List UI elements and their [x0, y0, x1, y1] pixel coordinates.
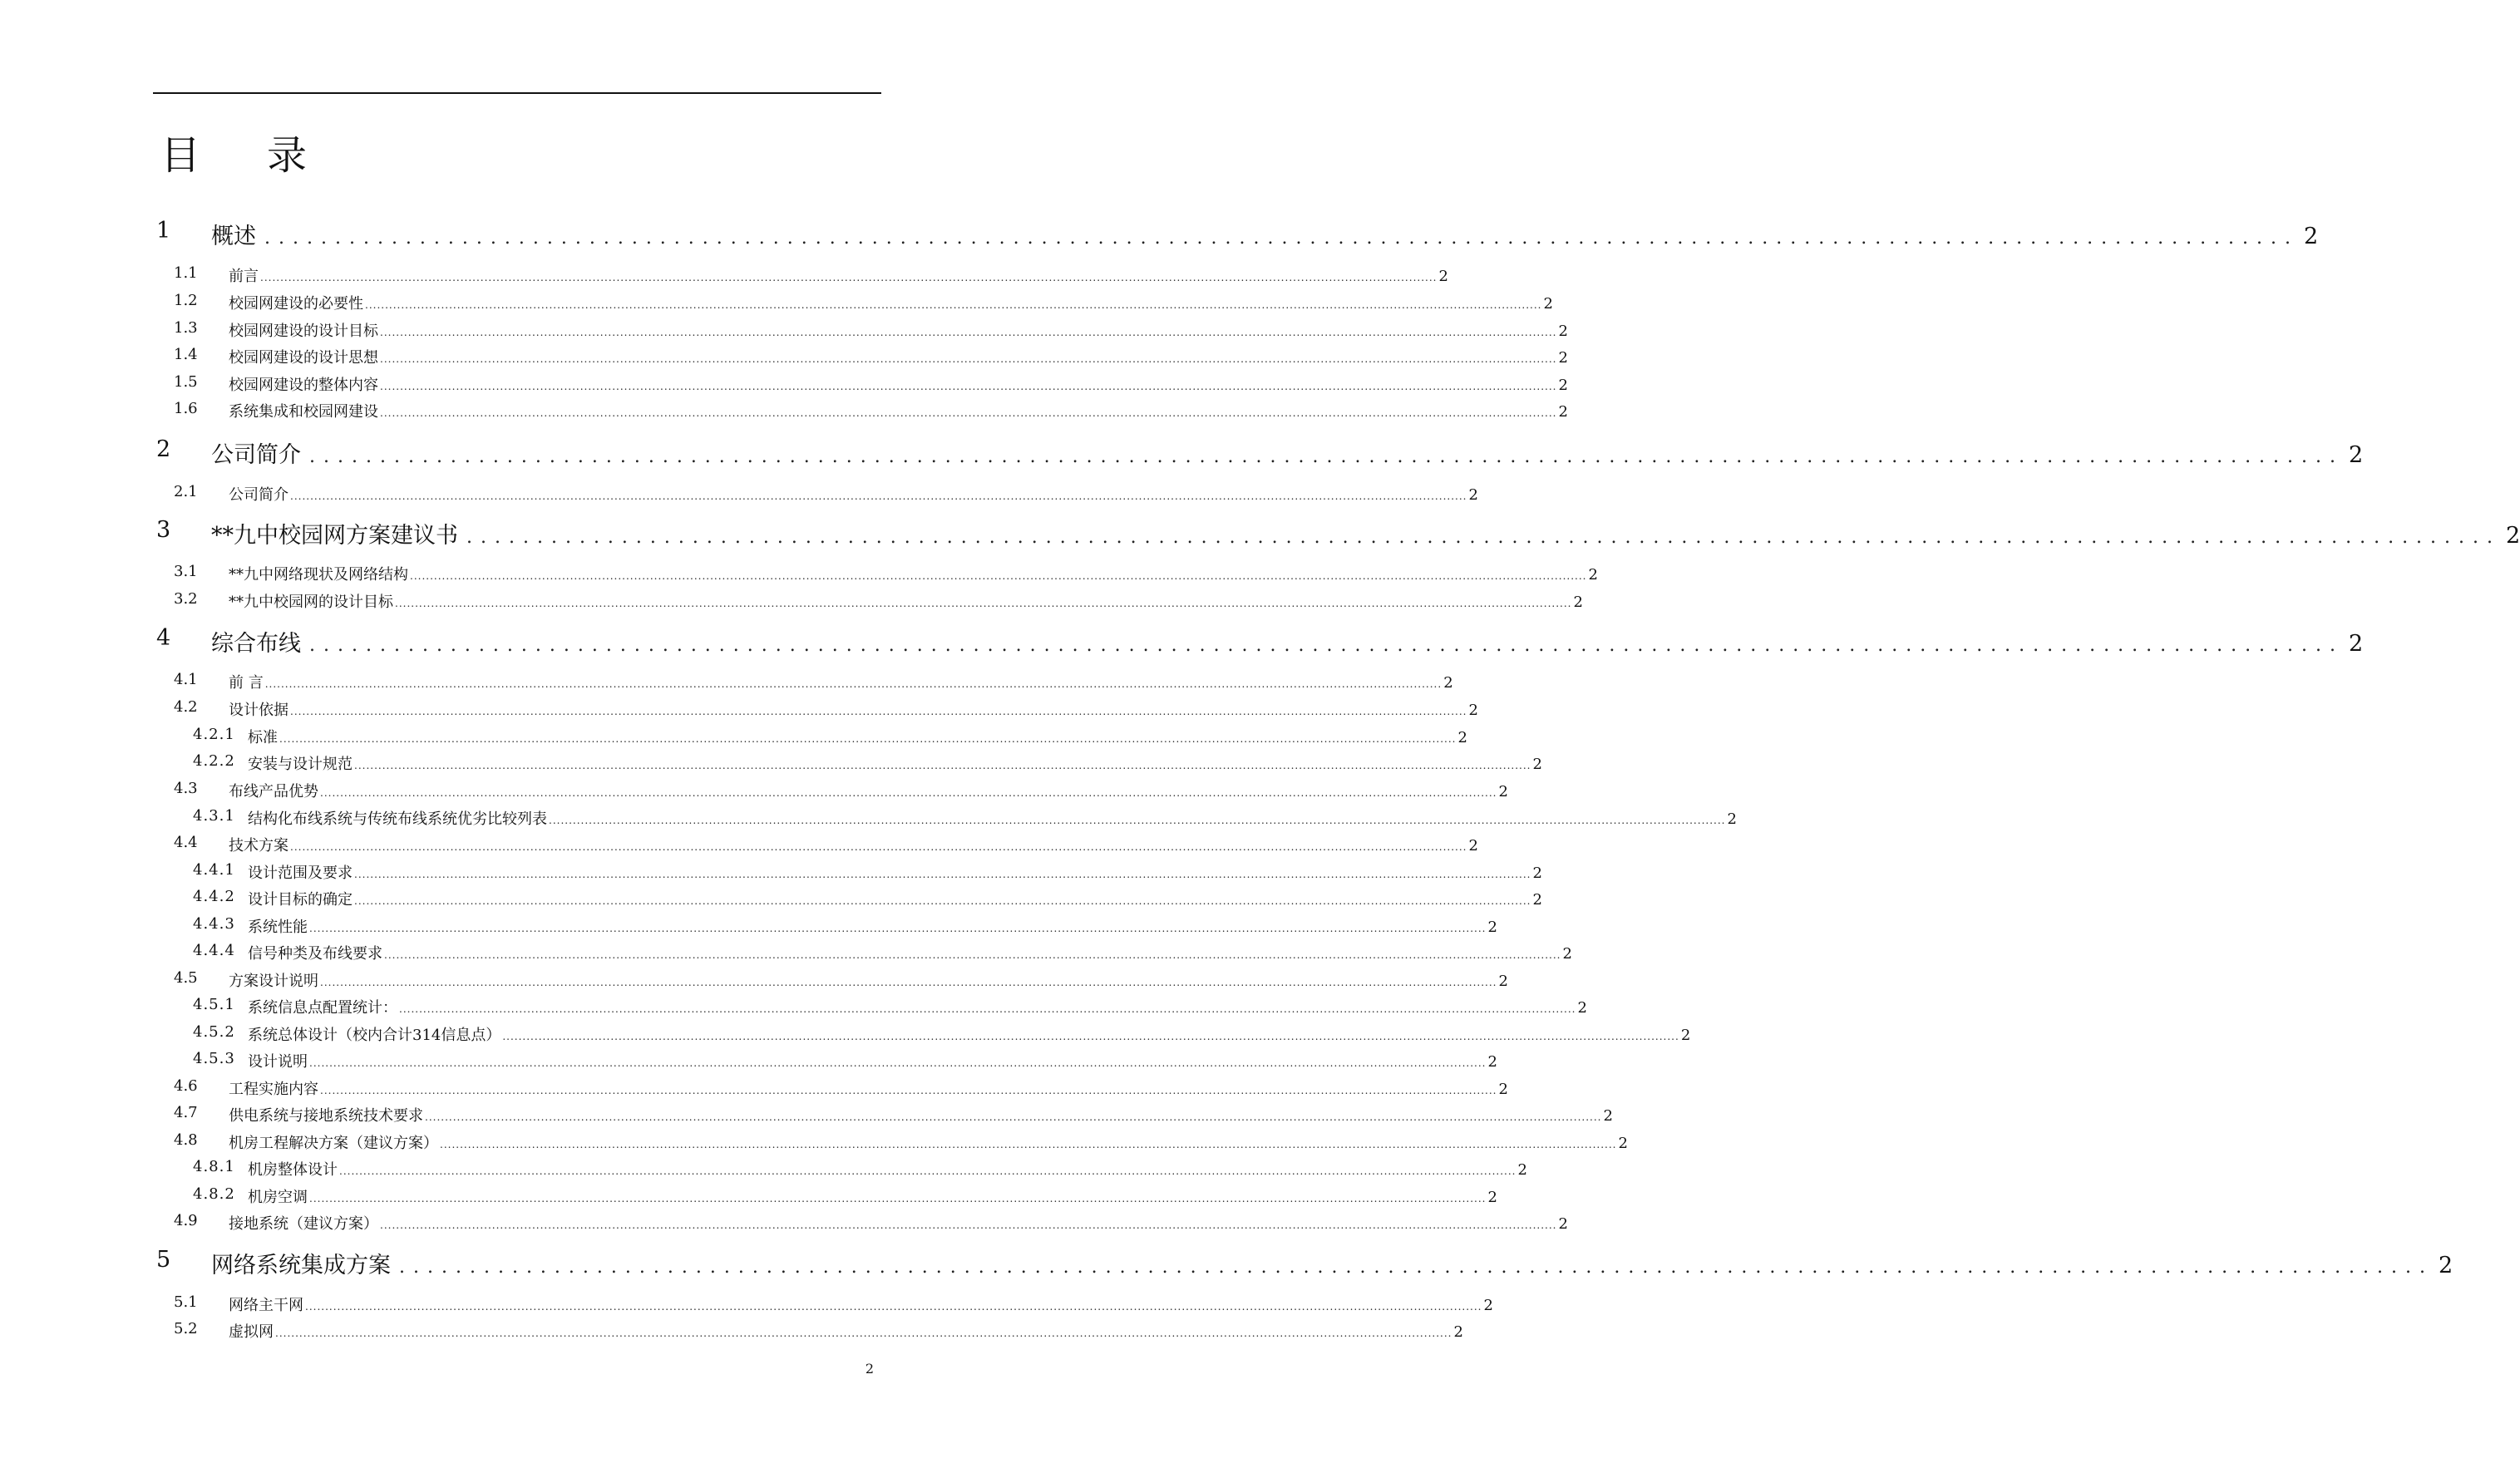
toc-number: 2 — [156, 436, 171, 462]
toc-entry[interactable] — [0, 915, 1497, 937]
toc-text: 校园网建设的设计目标 — [229, 323, 378, 340]
toc-text: 公司简介 — [229, 486, 288, 504]
toc-text: 综合布线 — [211, 631, 301, 657]
header-rule — [153, 92, 881, 94]
toc-text: 校园网建设的整体内容 — [229, 377, 378, 394]
toc-text: 工程实施内容 — [229, 1081, 318, 1098]
toc-entry[interactable] — [0, 888, 1542, 909]
toc-number: 4.8.1 — [193, 1158, 235, 1175]
toc-page: 2 — [1577, 999, 1587, 1017]
page-number: 2 — [865, 1361, 874, 1377]
toc-page: 2 — [1727, 810, 1737, 828]
dot-leader: ...................................................................................................................................................................................................................................................................................................... — [279, 733, 1457, 745]
toc-number: 4.3.1 — [193, 807, 235, 825]
toc-number: 3.2 — [174, 590, 198, 608]
toc-entry[interactable] — [0, 698, 1478, 720]
toc-entry[interactable] — [0, 671, 1453, 692]
toc-entry[interactable] — [0, 780, 1508, 801]
toc-entry[interactable] — [0, 1247, 2453, 1280]
toc-entry[interactable] — [0, 834, 1478, 855]
dot-leader: ...................................................................................................................................................................................................................................................................................................... — [305, 1301, 1482, 1313]
toc-text: 网络主干网 — [229, 1297, 303, 1314]
dot-leader: ...................................................................................................................................................................................................................................................................................................... — [320, 787, 1497, 799]
toc-page: 2 — [1487, 1053, 1497, 1071]
toc-page: 2 — [1498, 973, 1508, 990]
dot-leader: ...................................................................................................................................................................................................................................................................................................... — [275, 1327, 1452, 1339]
toc-title — [160, 126, 493, 185]
toc-number: 1.2 — [174, 292, 198, 309]
toc-page: 2 — [1558, 377, 1568, 394]
toc-text: 机房空调 — [248, 1189, 308, 1206]
dot-leader: ...................................................................................................................................................................................................................................................................................................... — [395, 598, 1572, 609]
toc-number: 1.3 — [174, 319, 198, 337]
toc-entry[interactable] — [0, 1293, 1493, 1315]
toc-number: 4 — [156, 625, 171, 651]
toc-text: **九中校园网的设计目标 — [229, 594, 393, 611]
toc-entry[interactable] — [0, 1185, 1497, 1207]
dot-leader: ...................................................................................................................................................................................................................................................................................................... — [264, 678, 1442, 690]
toc-text: 设计说明 — [248, 1053, 308, 1071]
toc-page: 2 — [1558, 349, 1568, 367]
toc-entry[interactable] — [0, 752, 1542, 774]
toc-number: 4.6 — [174, 1077, 198, 1095]
toc-page: 2 — [1438, 268, 1448, 285]
toc-page: 2 — [2349, 631, 2364, 657]
toc-page: 2 — [1543, 295, 1553, 313]
dot-leader: ...................................................................................................................................................................................................................................................................................................... — [410, 570, 1587, 582]
toc-text: 系统信息点配置统计： — [248, 999, 397, 1017]
toc-entry[interactable] — [0, 996, 1587, 1017]
toc-page: 2 — [1517, 1161, 1527, 1179]
dot-leader: ...................................................................................................................................................................................................................................................................................................... — [320, 977, 1497, 988]
toc-text: 校园网建设的设计思想 — [229, 349, 378, 367]
toc-page: 2 — [1588, 566, 1598, 584]
toc-page: 2 — [2304, 224, 2319, 249]
toc-number: 4.5 — [174, 969, 198, 987]
toc-entry[interactable] — [0, 373, 1568, 395]
toc-text: 技术方案 — [229, 837, 288, 855]
toc-number: 5.2 — [174, 1320, 198, 1337]
toc-page: 2 — [1468, 702, 1478, 719]
toc-text: 标准 — [248, 729, 278, 746]
dot-leader: ...................................................................................................................................................................................................................................................................................................... — [380, 381, 1557, 392]
toc-number: 4.5.1 — [193, 996, 235, 1013]
toc-page: 2 — [1532, 891, 1542, 909]
toc-number: 4.4.1 — [193, 861, 235, 879]
toc-number: 4.5.2 — [193, 1023, 235, 1041]
toc-text: **九中网络现状及网络结构 — [229, 566, 408, 584]
toc-entry[interactable] — [0, 1158, 1527, 1180]
toc-page: 2 — [1558, 323, 1568, 340]
toc-text: 网络系统集成方案 — [211, 1253, 391, 1278]
toc-page: 2 — [1487, 919, 1497, 936]
toc-number: 4.2.2 — [193, 752, 235, 770]
toc-page: 2 — [1453, 1323, 1463, 1341]
toc-number: 1.1 — [174, 264, 198, 282]
toc-page: 2 — [1443, 674, 1453, 692]
toc-entry[interactable] — [0, 969, 1508, 991]
toc-title-char-1: 目 — [160, 132, 201, 179]
toc-number: 4.4.4 — [193, 942, 235, 959]
toc-text: 设计依据 — [229, 702, 288, 719]
dot-leader: ...................................................................................................................................................................................................................................................................................................... — [354, 869, 1531, 880]
toc-number: 3 — [156, 517, 171, 543]
toc-number: 4.8.2 — [193, 1185, 235, 1203]
toc-page: 2 — [1562, 945, 1572, 963]
toc-text: 前言 — [229, 268, 259, 285]
dot-leader: ...................................................................................................................................................................................................................................................................................................... — [384, 949, 1561, 961]
toc-number: 4.2 — [174, 698, 198, 716]
dot-leader: ...................................................................................................................................................................................................................................................................................................... — [260, 272, 1438, 283]
toc-number: 4.5.3 — [193, 1050, 235, 1067]
toc-text: 结构化布线系统与传统布线系统优劣比较列表 — [248, 810, 547, 828]
toc-entry[interactable] — [0, 590, 1583, 612]
toc-entry[interactable] — [0, 1131, 1628, 1153]
dot-leader: ...................................................................................................................................................................................................................................................................................................... — [399, 1003, 1576, 1015]
dot-leader: ...................................................................................................................................................................................................................................................................................................... — [440, 1139, 1617, 1150]
toc-number: 4.1 — [174, 671, 198, 688]
toc-text: 校园网建设的必要性 — [229, 295, 363, 313]
toc-entry[interactable] — [0, 517, 2520, 550]
toc-text: 概述 — [211, 224, 256, 249]
toc-number: 3.1 — [174, 563, 198, 580]
toc-page: 2 — [1457, 729, 1467, 746]
dot-leader: ...................................................................................................................................................................................................................................................................................................... — [354, 895, 1531, 907]
toc-text: 方案设计说明 — [229, 973, 318, 990]
toc-page: 2 — [1603, 1107, 1613, 1125]
toc-entry[interactable] — [0, 292, 1553, 313]
toc-number: 4.4.2 — [193, 888, 235, 905]
toc-entry[interactable] — [0, 1320, 1463, 1342]
toc-text: 设计范围及要求 — [248, 864, 353, 882]
toc-entry[interactable] — [0, 1023, 1691, 1045]
toc-number: 4.2.1 — [193, 726, 235, 743]
toc-number: 1 — [156, 218, 171, 244]
toc-page: 2 — [1487, 1189, 1497, 1206]
dot-leader: ...................................................................................................................................................................................................................................................................................................... — [309, 1057, 1487, 1069]
dot-leader: ...................................................................................................................................................................................................................................................................................................... — [320, 1085, 1497, 1096]
toc-entry[interactable] — [0, 436, 2364, 470]
toc-entry[interactable] — [0, 346, 1568, 367]
dot-leader: ................................................................................................................................................ — [309, 635, 2345, 656]
toc-entry[interactable] — [0, 942, 1572, 963]
toc-text: 供电系统与接地系统技术要求 — [229, 1107, 423, 1125]
toc-text: 安装与设计规范 — [248, 756, 353, 773]
toc-page: 2 — [1532, 756, 1542, 773]
dot-leader: ...................................................................................................................................................................................................................................................................................................... — [309, 923, 1487, 934]
toc-page: 2 — [2349, 442, 2364, 468]
dot-leader: ...................................................................................................................................................................................................................................................................................................... — [380, 1219, 1557, 1231]
toc-entry[interactable] — [0, 483, 1478, 505]
toc-entry[interactable] — [0, 1077, 1508, 1099]
dot-leader: ...................................................................................................................................................................................................................................................................................................... — [290, 490, 1467, 502]
toc-number: 5.1 — [174, 1293, 198, 1311]
toc-number: 2.1 — [174, 483, 198, 500]
toc-entry[interactable] — [0, 1212, 1568, 1234]
toc-number: 4.4 — [174, 834, 198, 851]
toc-entry[interactable] — [0, 861, 1542, 883]
toc-number: 1.6 — [174, 400, 198, 417]
toc-number: 4.7 — [174, 1104, 198, 1121]
toc-text: 布线产品优势 — [229, 783, 318, 800]
toc-number: 4.3 — [174, 780, 198, 797]
toc-text: 设计目标的确定 — [248, 891, 353, 909]
toc-text: 系统性能 — [248, 919, 308, 936]
toc-text: 系统总体设计（校内合计314信息点） — [248, 1027, 501, 1044]
toc-entry[interactable] — [0, 319, 1568, 341]
toc-number: 5 — [156, 1247, 171, 1273]
toc-number: 1.5 — [174, 373, 198, 391]
toc-number: 4.4.3 — [193, 915, 235, 933]
toc-text: 机房工程解决方案（建议方案） — [229, 1135, 438, 1152]
toc-page: 2 — [2506, 523, 2520, 549]
toc-page: 2 — [1680, 1027, 1691, 1044]
toc-number: 4.8 — [174, 1131, 198, 1149]
dot-leader: ...................................................................................................................................................................................................................................................................................................... — [502, 1031, 1679, 1042]
dot-leader: ...................................................................................................................................................................................................................................................................................................... — [309, 1193, 1487, 1204]
toc-text: 系统集成和校园网建设 — [229, 403, 378, 421]
toc-page: 2 — [1558, 1215, 1568, 1233]
toc-text: 信号种类及布线要求 — [248, 945, 382, 963]
dot-leader: ...................................................................................................................................................................................................................................................................................................... — [425, 1111, 1602, 1123]
dot-leader: ................................................................................................................................................ — [399, 1257, 2434, 1278]
toc-entry[interactable] — [0, 807, 1737, 829]
toc-page: 2 — [1558, 403, 1568, 421]
dot-leader: ...................................................................................................................................................................................................................................................................................................... — [380, 327, 1557, 338]
toc-page: 2 — [1532, 864, 1542, 882]
dot-leader: ................................................................................................................................................ — [264, 228, 2300, 249]
toc-page: 2 — [1618, 1135, 1628, 1152]
toc-entry[interactable] — [0, 726, 1467, 747]
toc-page: 2 — [1498, 1081, 1508, 1098]
toc-page: 2 — [1483, 1297, 1493, 1314]
dot-leader: ................................................................................................................................................ — [309, 446, 2345, 467]
toc-entry[interactable] — [0, 264, 1448, 286]
toc-text: 接地系统（建议方案） — [229, 1215, 378, 1233]
toc-page: 2 — [1573, 594, 1583, 611]
toc-page: 2 — [2439, 1253, 2453, 1278]
toc-entry[interactable] — [0, 1104, 1613, 1126]
dot-leader: ...................................................................................................................................................................................................................................................................................................... — [380, 353, 1557, 365]
toc-text: 机房整体设计 — [248, 1161, 338, 1179]
toc-number: 1.4 — [174, 346, 198, 363]
toc-page: 2 — [1498, 783, 1508, 800]
toc-page: 2 — [1468, 837, 1478, 855]
dot-leader: ...................................................................................................................................................................................................................................................................................................... — [339, 1165, 1516, 1177]
dot-leader: ...................................................................................................................................................................................................................................................................................................... — [365, 299, 1542, 311]
dot-leader: ................................................................................................................................................ — [466, 527, 2502, 548]
toc-number: 4.9 — [174, 1212, 198, 1229]
dot-leader: ...................................................................................................................................................................................................................................................................................................... — [290, 841, 1467, 853]
toc-entry[interactable] — [0, 563, 1598, 584]
toc-entry[interactable] — [0, 1050, 1497, 1071]
dot-leader: ...................................................................................................................................................................................................................................................................................................... — [354, 760, 1531, 771]
toc-entry[interactable] — [0, 400, 1568, 421]
dot-leader: ...................................................................................................................................................................................................................................................................................................... — [290, 706, 1467, 717]
toc-text: 前 言 — [229, 674, 264, 692]
toc-entry[interactable] — [0, 625, 2364, 658]
dot-leader: ...................................................................................................................................................................................................................................................................................................... — [549, 815, 1726, 826]
toc-text: 公司简介 — [211, 442, 301, 468]
toc-title-char-2: 录 — [267, 132, 308, 179]
toc-text: **九中校园网方案建议书 — [211, 523, 458, 549]
toc-entry[interactable] — [0, 218, 2319, 251]
dot-leader: ...................................................................................................................................................................................................................................................................................................... — [380, 407, 1557, 419]
toc-page: 2 — [1468, 486, 1478, 504]
toc-text: 虚拟网 — [229, 1323, 274, 1341]
